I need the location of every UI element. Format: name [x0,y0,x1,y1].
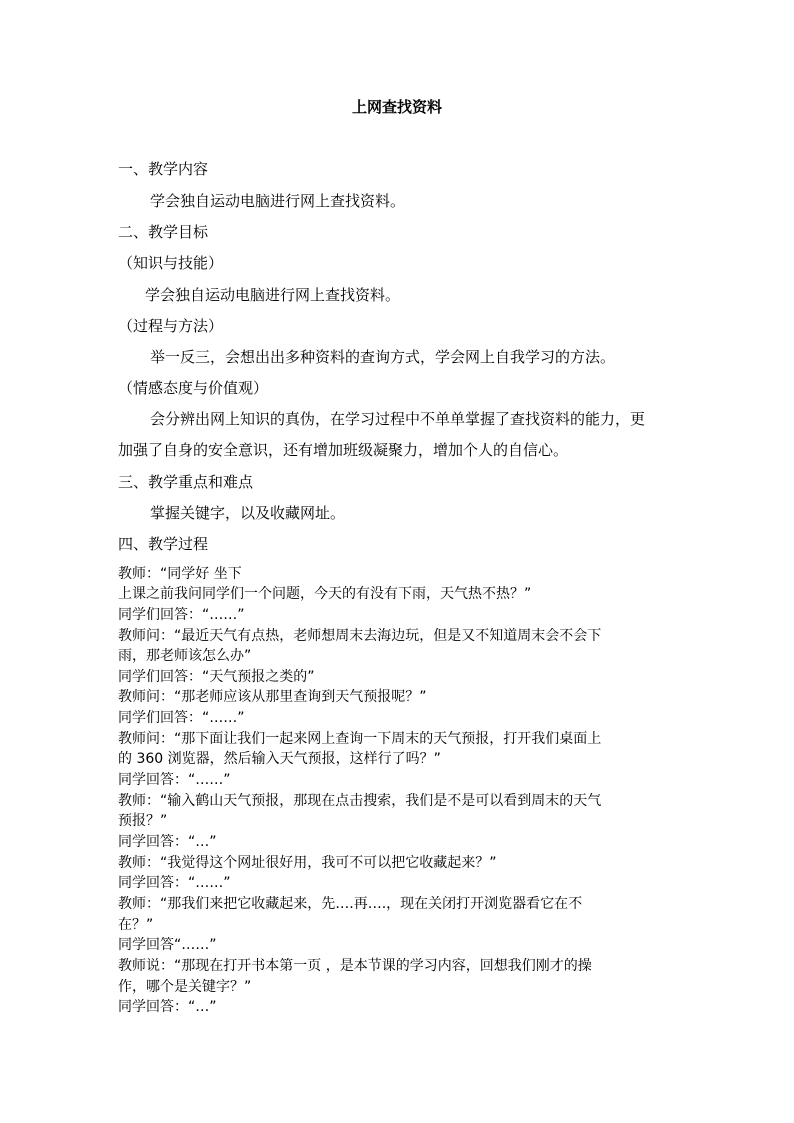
subheading-knowledge: （知识与技能） [118,254,224,272]
dialogue-line: 同学回答“……” [118,937,217,953]
paragraph: 举一反三，会想出出多种资料的查询方式，学会网上自我学习的方法。 [150,348,616,366]
dialogue-line: 教师说：“那现在打开书本第一页 ，是本节课的学习内容，回想我们刚才的操 [118,958,592,974]
paragraph: 学会独自运动电脑进行网上查找资料。 [150,192,406,210]
section-heading-content: 一、教学内容 [118,160,209,178]
dialogue-line: 同学回答：“……” [118,772,231,788]
dialogue-line: 同学回答：“…” [118,834,217,850]
paragraph: 会分辨出网上知识的真伪，在学习过程中不单单掌握了查找资料的能力，更 [150,410,646,428]
dialogue-line: 同学们回答：“……” [118,607,245,623]
dialogue-line: 教师问：“最近天气有点热，老师想周末去海边玩，但是又不知道周末会不会下 [118,628,602,644]
section-heading-key-points: 三、教学重点和难点 [118,473,254,491]
section-heading-process: 四、教学过程 [118,535,209,553]
subheading-attitude: （情感态度与价值观） [118,379,269,397]
dialogue-line: 同学们回答：“……” [118,710,245,726]
section-heading-goals: 二、教学目标 [118,223,209,241]
dialogue-line: 预报？” [118,813,168,829]
dialogue-line: 教师：“那我们来把它收藏起来，先….再….，现在关闭打开浏览器看它在不 [118,896,583,912]
paragraph: 加强了自身的安全意识，还有增加班级凝聚力，增加个人的自信心。 [118,441,569,459]
dialogue-line: 教师：“输入鹤山天气预报，那现在点击搜索，我们是不是可以看到周末的天气 [118,793,602,809]
dialogue-line: 同学回答：“…” [118,999,217,1015]
dialogue-line: 教师问：“那老师应该从那里查询到天气预报呢？” [118,689,427,705]
dialogue-line: 同学回答：“……” [118,875,231,891]
subheading-process: （过程与方法） [118,317,224,335]
document-title: 上网查找资料 [351,98,442,116]
dialogue-line: 同学们回答：“天气预报之类的” [118,669,315,685]
dialogue-line: 教师：“同学好 坐下 [118,566,242,582]
dialogue-line: 作，哪个是关键字？” [118,979,252,995]
dialogue-line: 教师：“我觉得这个网址很好用，我可不可以把它收藏起来？” [118,855,497,871]
paragraph: 学会独自运动电脑进行网上查找资料。 [145,286,401,304]
dialogue-line: 在？” [118,917,154,933]
paragraph: 掌握关键字，以及收藏网址。 [150,504,346,522]
dialogue-line: 雨，那老师该怎么办” [118,648,252,664]
dialogue-line: 上课之前我问同学们一个问题，今天的有没有下雨，天气热不热？” [118,586,532,602]
dialogue-line: 教师问：“那下面让我们一起来网上查询一下周末的天气预报，打开我们桌面上 [118,731,602,747]
dialogue-line: 的 360 浏览器，然后输入天气预报，这样行了吗？” [118,751,441,767]
